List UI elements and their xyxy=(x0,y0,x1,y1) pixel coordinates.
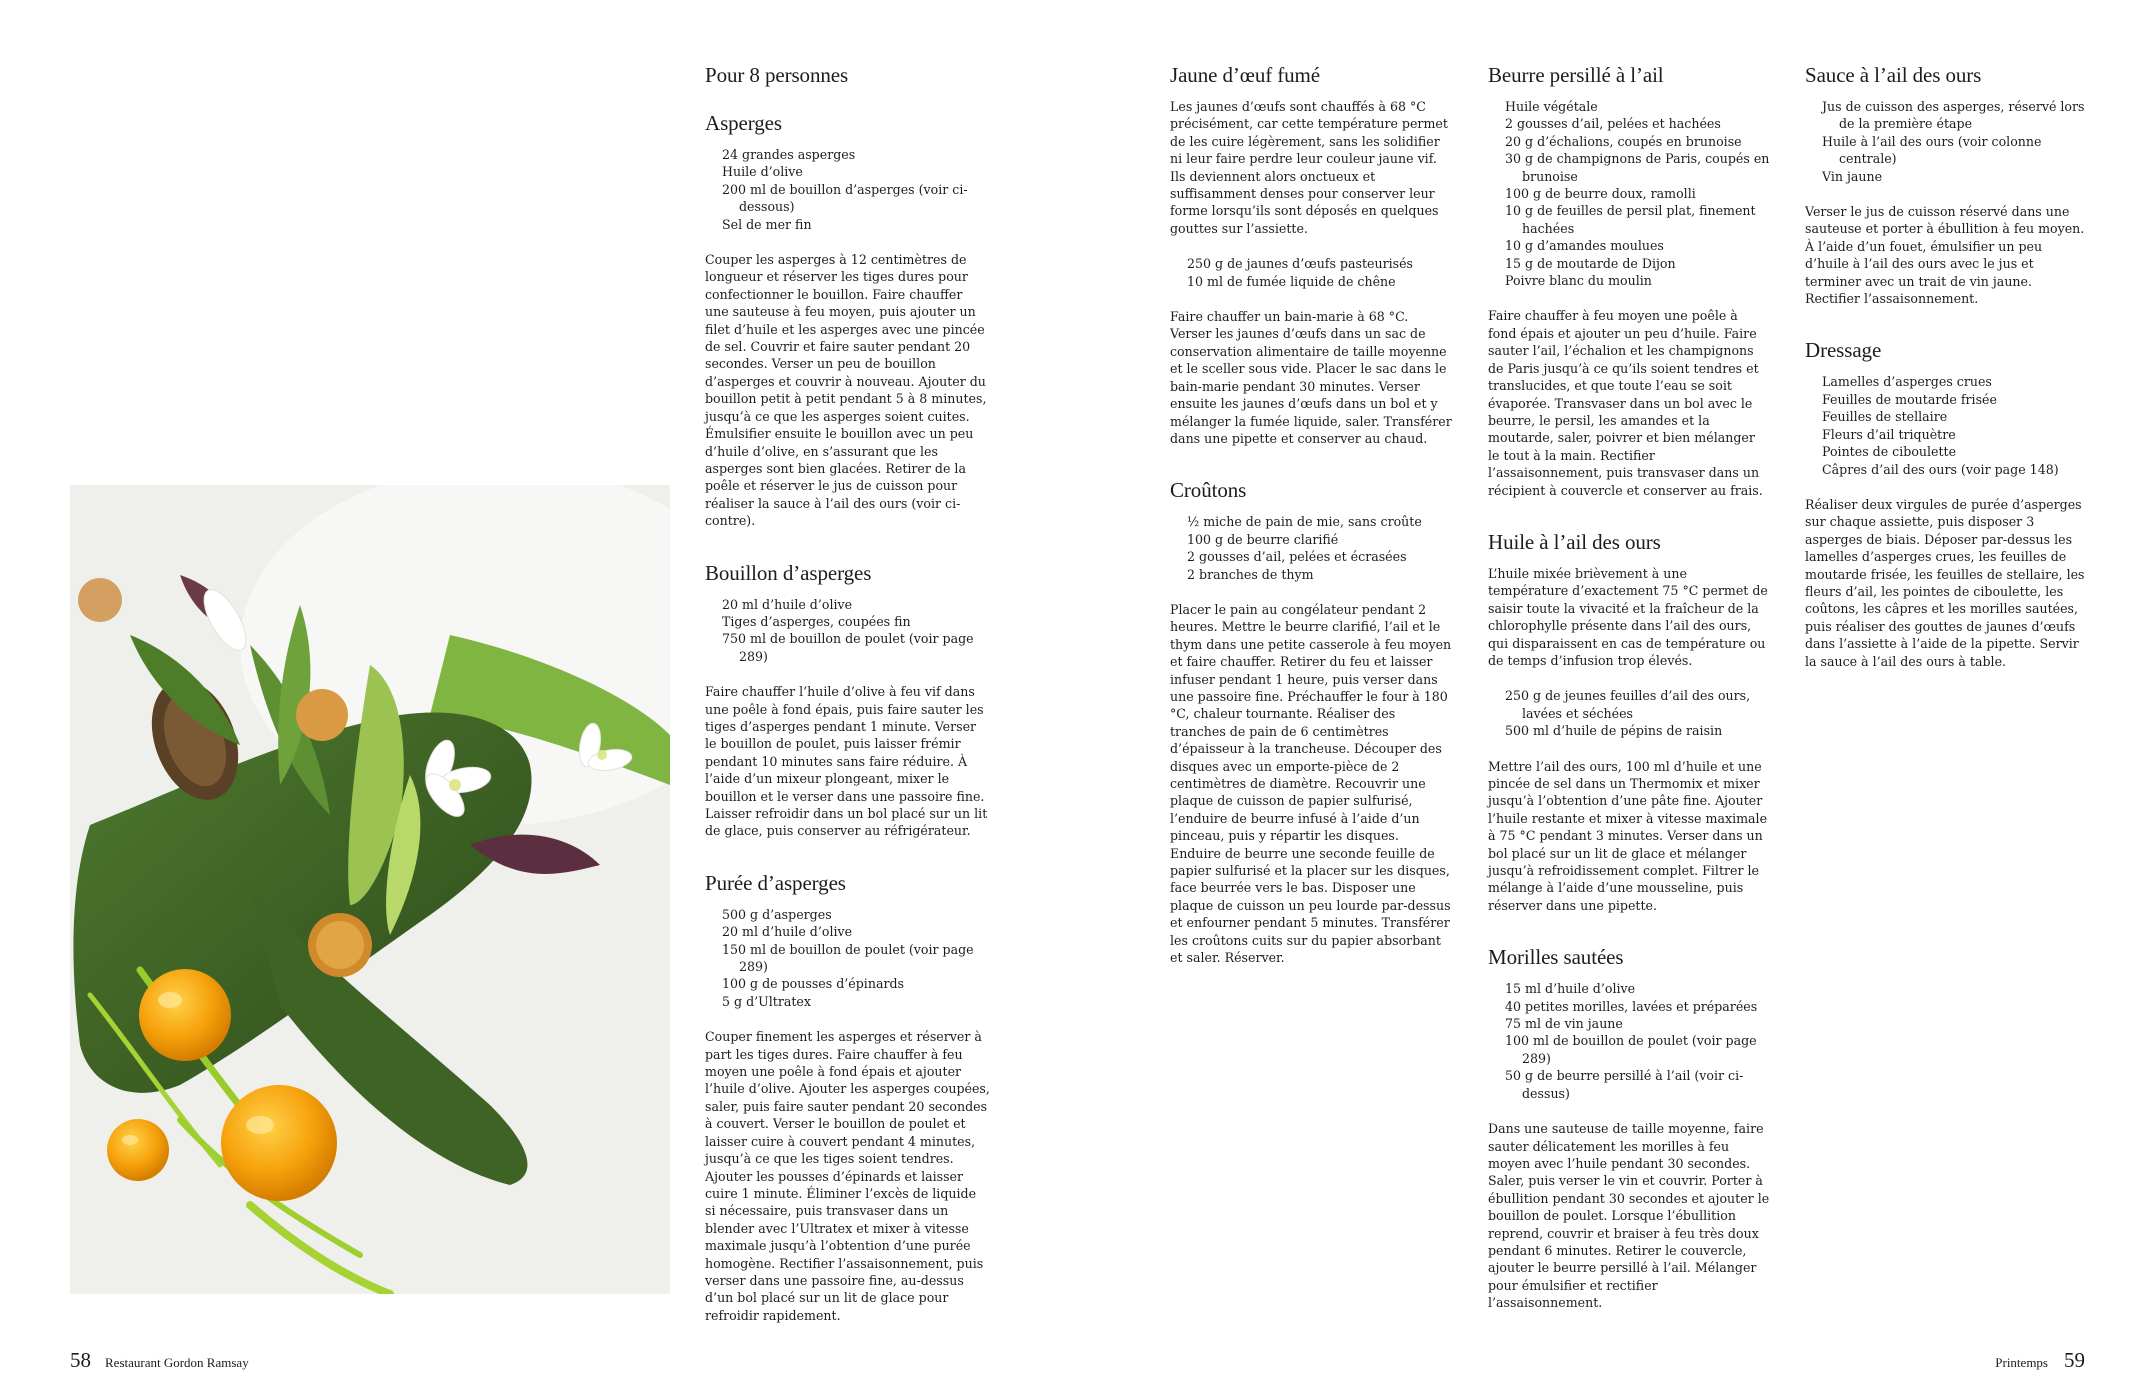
ingredient-item: 30 g de champignons de Paris, coupés en brunoise xyxy=(1505,151,1770,184)
section-morilles xyxy=(1488,944,1770,1311)
section-beurre xyxy=(1488,62,1770,499)
ingredient-item: 15 g de moutarde de Dijon xyxy=(1505,255,1676,271)
section-puree xyxy=(705,870,990,1324)
right-page-column-1 xyxy=(1170,62,1452,996)
page-number: 58 xyxy=(70,1348,91,1372)
method-text: Réaliser deux virgules de purée d’asperges sur chaque assiette, puis disposer 3 asperges de biais. Déposer par-dessus les lamelles d’asperges crues, les feuilles de moutarde frisée, les feuilles de stellaire, les fleurs d’ail, les pointes de ciboulette, les coûtons, les câpres et les morilles sautées, puis réaliser des gouttes de jaunes d’œufs dans l’assiette à l’aide de la pipette. Servir la sauce à l’ail des ours à table. xyxy=(1805,496,2085,669)
method-text: Placer le pain au congélateur pendant 2 heures. Mettre le beurre clarifié, l’ail et le thym dans une petite casserole à feu moyen et faire chauffer. Retirer du feu et laisser infuser pendant 1 heure, puis verser dans une passoire fine. Préchauffer le four à 180 °C, chaleur tournante. Réaliser des tranches de pain de 6 centimètres d’épaisseur à la trancheuse. Découper des disques avec un emporte-pièce de 2 centimètres de diamètre. Recouvrir une plaque de cuisson de papier sulfurisé, l’enduire de beurre infusé à l’aide d’un pinceau, puis y répartir les disques. Enduire de beurre une seconde feuille de papier sulfurisé et la placer sur les disques, face beurrée vers le bas. Disposer une plaque de cuisson un peu lourde par-dessus et enfourner pendant 5 minutes. Transférer les croûtons cuits sur du papier absorbant et saler. Réserver. xyxy=(1170,601,1452,966)
dish-photo xyxy=(70,485,670,1294)
ingredient-item: 5 g d’Ultratex xyxy=(722,993,811,1009)
ingredient-list xyxy=(705,906,990,1010)
section-title: Asperges xyxy=(705,111,782,135)
ingredient-list xyxy=(1488,687,1770,739)
ingredient-list xyxy=(1488,98,1770,289)
ingredient-item: 10 ml de fumée liquide de chêne xyxy=(1187,273,1396,289)
section-title: Bouillon d’asperges xyxy=(705,560,872,585)
right-page-column-3 xyxy=(1805,62,2087,700)
right-page-footer xyxy=(1995,1348,2085,1373)
ingredient-item: 2 branches de thym xyxy=(1187,566,1314,582)
ingredient-item: 100 g de beurre doux, ramolli xyxy=(1505,186,1696,202)
book-title: Restaurant Gordon Ramsay xyxy=(105,1355,249,1370)
section-title: Croûtons xyxy=(1170,478,1247,503)
ingredient-item: 100 g de pousses d’épinards xyxy=(722,976,904,992)
section-title: Morilles sautées xyxy=(1488,945,1624,970)
ingredient-item: ½ miche de pain de mie, sans croûte xyxy=(1187,514,1422,530)
section-title: Beurre persillé à l’ail xyxy=(1488,63,1664,87)
ingredient-item: 250 g de jeunes feuilles d’ail des ours, lavées et séchées xyxy=(1505,688,1751,721)
ingredient-list xyxy=(1170,255,1452,290)
ingredient-item: 250 g de jaunes d’œufs pasteurisés xyxy=(1187,256,1414,272)
ingredient-item: Feuilles de moutarde frisée xyxy=(1822,391,1997,407)
ingredient-item: 15 ml d’huile d’olive xyxy=(1505,981,1636,997)
left-page-column xyxy=(705,62,990,1354)
ingredient-item: 24 grandes asperges xyxy=(722,147,856,162)
ingredient-item: 50 g de beurre persillé à l’ail (voir ci-dessus) xyxy=(1505,1068,1744,1101)
ingredient-item: 20 ml d’huile d’olive xyxy=(722,924,853,940)
method-text: Faire chauffer un bain-marie à 68 °C. Verser les jaunes d’œufs dans un sac de conservation alimentaire de taille moyenne et le sceller sous vide. Placer le sac dans le bain-marie pendant 30 minutes. Verser ensuite les jaunes d’œufs dans un bol et y mélanger la fumée liquide, saler. Transférer dans une pipette et conserver au chaud. xyxy=(1170,309,1452,446)
ingredient-item: Feuilles de stellaire xyxy=(1822,409,1948,425)
ingredient-item: Lamelles d’asperges crues xyxy=(1822,374,1992,390)
section-bouillon xyxy=(705,560,990,840)
section-jaune xyxy=(1170,62,1452,447)
ingredient-item: 40 petites morilles, lavées et préparées xyxy=(1505,998,1758,1014)
section-croutons xyxy=(1170,477,1452,966)
ingredient-list xyxy=(705,146,990,233)
ingredient-item: Poivre blanc du moulin xyxy=(1505,273,1652,289)
chapter-title: Printemps xyxy=(1995,1355,2048,1370)
method-text: Verser le jus de cuisson réservé dans une sauteuse et porter à ébullition à feu moyen. À l’aide d’un fouet, émulsifier un peu d’huile à l’ail des ours avec le jus et terminer avec un trait de vin jaune. Rectifier l’assaisonnement. xyxy=(1805,204,2085,307)
method-text: Couper finement les asperges et réserver à part les tiges dures. Faire chauffer à feu moyen une poêle à fond épais et ajouter l’huile d’olive. Ajouter les asperges coupées, saler, puis faire sauter pendant 20 secondes à couvert. Verser le bouillon de poulet et laisser cuire à couvert pendant 4 minutes, jusqu’à ce que les tiges soient tendres. Ajouter les pousses d’épinards et laisser cuire 1 minute. Éliminer l’excès de liquide si nécessaire, puis transvaser dans un blender avec l’Ultratex et mixer à vitesse maximale jusqu’à l’obtention d’une purée homogène. Rectifier l’assaisonnement, puis verser dans une passoire fine, au-dessus d’un bol placé sur un lit de glace pour refroidir rapidement. xyxy=(705,1029,990,1323)
ingredient-list xyxy=(1488,980,1770,1102)
ingredient-item: 10 g de feuilles de persil plat, finement hachées xyxy=(1505,203,1756,236)
ingredient-item: 100 g de beurre clarifié xyxy=(1187,531,1339,547)
ingredient-item: Huile d’olive xyxy=(722,164,803,180)
ingredient-item: 2 gousses d’ail, pelées et hachées xyxy=(1505,116,1721,132)
ingredient-item: Huile à l’ail des ours (voir colonne centrale) xyxy=(1822,133,2042,167)
method-text: Couper les asperges à 12 centimètres de longueur et réserver les tiges dures pour confectionner le bouillon. Faire chauffer une sauteuse à feu moyen, puis ajouter un filet d’huile et les asperges avec une pincée de sel. Couvrir et faire sauter pendant 20 secondes. Verser un peu de bouillon d’asperges et couvrir à nouveau. Ajouter du bouillon petit à petit pendant 5 à 8 minutes, jusqu’à ce que les asperges soient cuites. Émulsifier ensuite le bouillon avec un peu d’huile d’olive, en s’assurant que les asperges sont bien glacées. Retirer de la poêle et réserver le jus de cuisson pour réaliser la sauce à l’ail des ours (voir ci-contre). xyxy=(705,252,987,529)
ingredient-item: 500 ml d’huile de pépins de raisin xyxy=(1505,723,1723,739)
ingredient-list xyxy=(1170,513,1452,583)
intro-text: Les jaunes d’œufs sont chauffés à 68 °C précisément, car cette température permet de les cuire légèrement, sans les solidifier ni leur faire perdre leur couleur jaune vif. Ils deviennent alors onctueux et suffisamment denses pour conserver leur forme lorsqu’ils sont déposés en quelques gouttes sur l’assiette. xyxy=(1170,99,1448,236)
ingredient-item: Pointes de ciboulette xyxy=(1822,444,1957,460)
section-title: Dressage xyxy=(1805,338,1882,363)
intro-text: L’huile mixée brièvement à une température d’exactement 75 °C permet de saisir toute la vivacité et la fraîcheur de la chlorophylle présente dans l’ail des ours, qui disparaissent en cas de température ou de temps d’infusion trop élevés. xyxy=(1488,565,1768,668)
ingredient-item: Sel de mer fin xyxy=(722,216,812,232)
ingredient-item: Câpres d’ail des ours (voir page 148) xyxy=(1822,461,2059,477)
section-title: Sauce à l’ail des ours xyxy=(1805,63,1982,87)
right-page-column-2 xyxy=(1488,62,1770,1342)
ingredient-item: 200 ml de bouillon d’asperges (voir ci-dessous) xyxy=(722,181,968,215)
servings-heading: Pour 8 personnes xyxy=(705,63,849,87)
section-title: Purée d’asperges xyxy=(705,870,846,895)
ingredient-item: 100 ml de bouillon de poulet (voir page 289) xyxy=(1505,1033,1757,1066)
left-page-footer xyxy=(70,1348,249,1373)
ingredient-list xyxy=(1805,373,2087,477)
page-number: 59 xyxy=(2064,1348,2085,1372)
section-title: Jaune d’œuf fumé xyxy=(1170,63,1321,87)
ingredient-list xyxy=(1805,98,2087,185)
ingredient-item: 750 ml de bouillon de poulet (voir page 289) xyxy=(722,631,974,664)
section-huile xyxy=(1488,529,1770,914)
ingredient-item: Vin jaune xyxy=(1822,168,1883,184)
ingredient-item: Jus de cuisson des asperges, réservé lors de la première étape xyxy=(1822,99,2085,132)
ingredient-item: 2 gousses d’ail, pelées et écrasées xyxy=(1187,549,1407,565)
ingredient-item: Huile végétale xyxy=(1505,99,1598,114)
method-text: Faire chauffer l’huile d’olive à feu vif dans une poêle à fond épais, puis faire sauter les tiges d’asperges pendant 1 minute. Verser le bouillon de poulet, puis laisser frémir pendant 10 minutes sans faire réduire. À l’aide d’un mixeur plongeant, mixer le bouillon et le verser dans une passoire fine. Laisser refroidir dans un bol placé sur un lit de glace, puis conserver au réfrigérateur. xyxy=(705,684,988,839)
ingredient-item: 10 g d’amandes moulues xyxy=(1505,238,1664,254)
section-sauce xyxy=(1805,62,2087,307)
section-asperges xyxy=(705,110,990,530)
ingredient-item: 75 ml de vin jaune xyxy=(1505,1016,1623,1032)
ingredient-item: 20 g d’échalions, coupés en brunoise xyxy=(1505,133,1742,149)
ingredient-item: 150 ml de bouillon de poulet (voir page 289) xyxy=(722,941,974,975)
method-text: Mettre l’ail des ours, 100 ml d’huile et une pincée de sel dans un Thermomix et mixer jusqu’à l’obtention d’une pâte fine. Ajouter l’huile restante et mixer à vitesse maximale à 75 °C pendant 3 minutes. Verser dans un bol placé sur un lit de glace et mélanger jusqu’à refroidissement complet. Filtrer le mélange à l’aide d’une mousseline, puis réserver dans une pipette. xyxy=(1488,758,1768,913)
section-dressage xyxy=(1805,337,2087,670)
ingredient-item: Fleurs d’ail triquètre xyxy=(1822,426,1956,442)
ingredient-list xyxy=(705,596,990,666)
method-text: Faire chauffer à feu moyen une poêle à fond épais et ajouter un peu d’huile. Faire sauter l’ail, l’échalion et les champignons de Paris jusqu’à ce qu’ils soient tendres et translucides, et que toute l’eau se soit évaporée. Transvaser dans un bol avec le beurre, le persil, les amandes et la moutarde, saler, poivrer et bien mélanger le tout à la main. Rectifier l’assaisonnement, puis transvaser dans un récipient à couvercle et conserver au frais. xyxy=(1488,308,1763,498)
ingredient-item: 500 g d’asperges xyxy=(722,906,832,922)
section-title: Huile à l’ail des ours xyxy=(1488,529,1661,554)
method-text: Dans une sauteuse de taille moyenne, faire sauter délicatement les morilles à feu moyen avec l’huile pendant 30 secondes. Saler, puis verser le vin et couvrir. Porter à ébullition pendant 30 secondes et ajouter le bouillon de poulet. Lorsque l’ébullition reprend, couvrir et braiser à feu très doux pendant 6 minutes. Retirer le couvercle, ajouter le beurre persillé à l’ail. Mélanger pour émulsifier et rectifier l’assaisonnement. xyxy=(1488,1121,1770,1311)
ingredient-item: Tiges d’asperges, coupées fin xyxy=(722,613,911,629)
ingredient-item: 20 ml d’huile d’olive xyxy=(722,596,853,612)
